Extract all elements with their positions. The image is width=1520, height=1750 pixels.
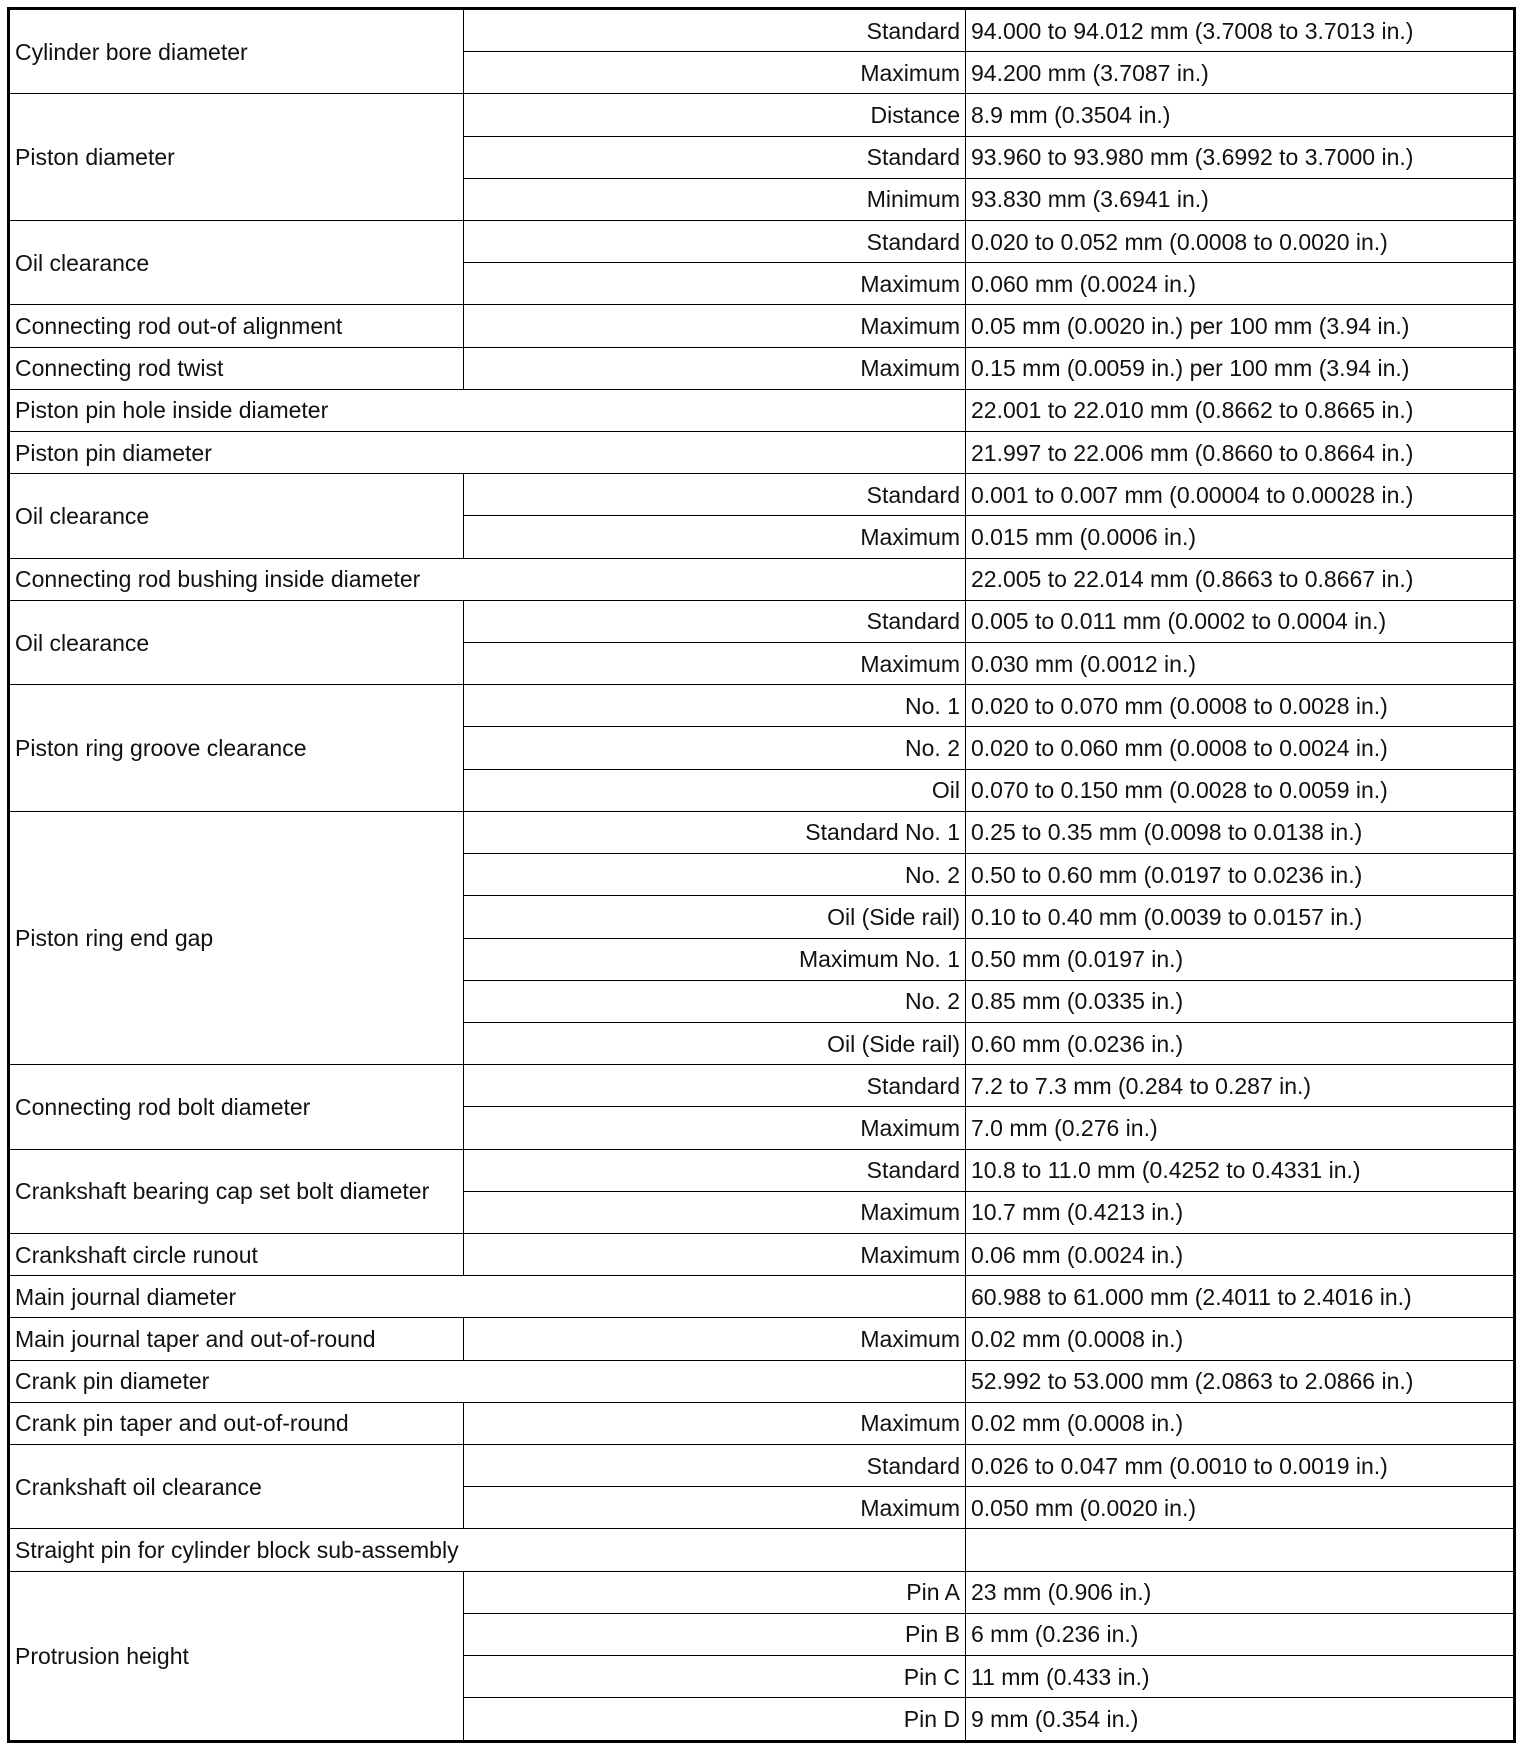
spec-sheet: [7, 7, 1513, 1743]
condition-cell: Standard: [464, 474, 966, 516]
condition-cell: Maximum: [464, 52, 966, 94]
condition-cell: Standard: [464, 221, 966, 263]
value-cell: 9 mm (0.354 in.): [966, 1698, 1515, 1742]
table-row: [9, 1318, 1515, 1360]
item-name-cell: Main journal taper and out-of-round: [9, 1318, 464, 1360]
specification-table-body: [9, 9, 1515, 1742]
condition-cell: Distance: [464, 94, 966, 136]
table-row: [9, 1402, 1515, 1444]
item-name-cell: Piston ring groove clearance: [9, 685, 464, 812]
table-row: [9, 474, 1515, 516]
value-cell: 0.020 to 0.052 mm (0.0008 to 0.0020 in.): [966, 221, 1515, 263]
condition-cell: Standard: [464, 1149, 966, 1191]
value-cell: 21.997 to 22.006 mm (0.8660 to 0.8664 in.): [966, 432, 1515, 474]
condition-cell: No. 2: [464, 727, 966, 769]
item-name-cell: Straight pin for cylinder block sub-assembly: [9, 1529, 966, 1571]
item-name-cell: Crank pin diameter: [9, 1360, 966, 1402]
table-row: [9, 305, 1515, 347]
table-row: [9, 1444, 1515, 1486]
condition-cell: Standard: [464, 1444, 966, 1486]
value-cell: 8.9 mm (0.3504 in.): [966, 94, 1515, 136]
item-name-cell: Connecting rod out-of alignment: [9, 305, 464, 347]
condition-cell: Minimum: [464, 178, 966, 220]
table-row: [9, 432, 1515, 474]
value-cell: 0.020 to 0.070 mm (0.0008 to 0.0028 in.): [966, 685, 1515, 727]
item-name-cell: Oil clearance: [9, 600, 464, 684]
value-cell: 52.992 to 53.000 mm (2.0863 to 2.0866 in.): [966, 1360, 1515, 1402]
item-name-cell: Connecting rod bushing inside diameter: [9, 558, 966, 600]
specification-table: [7, 7, 1516, 1743]
value-cell: 0.060 mm (0.0024 in.): [966, 263, 1515, 305]
condition-cell: No. 2: [464, 980, 966, 1022]
value-cell: 0.005 to 0.011 mm (0.0002 to 0.0004 in.): [966, 600, 1515, 642]
value-cell: 0.06 mm (0.0024 in.): [966, 1233, 1515, 1275]
item-name-cell: Oil clearance: [9, 474, 464, 558]
condition-cell: Oil (Side rail): [464, 896, 966, 938]
item-name-cell: Piston pin diameter: [9, 432, 966, 474]
condition-cell: Maximum: [464, 1318, 966, 1360]
value-cell: 0.02 mm (0.0008 in.): [966, 1402, 1515, 1444]
condition-cell: Maximum: [464, 1107, 966, 1149]
value-cell: 23 mm (0.906 in.): [966, 1571, 1515, 1613]
value-cell: 0.050 mm (0.0020 in.): [966, 1487, 1515, 1529]
condition-cell: Maximum No. 1: [464, 938, 966, 980]
value-cell: 0.030 mm (0.0012 in.): [966, 643, 1515, 685]
table-row: [9, 1360, 1515, 1402]
value-cell: 0.026 to 0.047 mm (0.0010 to 0.0019 in.): [966, 1444, 1515, 1486]
item-name-cell: Crankshaft circle runout: [9, 1233, 464, 1275]
value-cell: 7.0 mm (0.276 in.): [966, 1107, 1515, 1149]
value-cell: 0.85 mm (0.0335 in.): [966, 980, 1515, 1022]
value-cell: 60.988 to 61.000 mm (2.4011 to 2.4016 in.): [966, 1276, 1515, 1318]
condition-cell: Maximum: [464, 643, 966, 685]
item-name-cell: Piston diameter: [9, 94, 464, 221]
table-row: [9, 1233, 1515, 1275]
value-cell: 0.020 to 0.060 mm (0.0008 to 0.0024 in.): [966, 727, 1515, 769]
condition-cell: Maximum: [464, 1487, 966, 1529]
condition-cell: Oil (Side rail): [464, 1022, 966, 1064]
table-row: [9, 389, 1515, 431]
item-name-cell: Piston pin hole inside diameter: [9, 389, 966, 431]
condition-cell: Standard: [464, 600, 966, 642]
value-cell: 6 mm (0.236 in.): [966, 1613, 1515, 1655]
item-name-cell: Crankshaft bearing cap set bolt diameter: [9, 1149, 464, 1233]
condition-cell: Maximum: [464, 305, 966, 347]
value-cell: 0.50 mm (0.0197 in.): [966, 938, 1515, 980]
table-row: [9, 600, 1515, 642]
table-row: [9, 94, 1515, 136]
value-cell: 93.830 mm (3.6941 in.): [966, 178, 1515, 220]
condition-cell: Maximum: [464, 516, 966, 558]
value-cell: [966, 1529, 1515, 1571]
table-row: [9, 221, 1515, 263]
table-row: [9, 1529, 1515, 1571]
value-cell: 0.02 mm (0.0008 in.): [966, 1318, 1515, 1360]
condition-cell: No. 1: [464, 685, 966, 727]
condition-cell: Pin B: [464, 1613, 966, 1655]
table-row: [9, 685, 1515, 727]
item-name-cell: Connecting rod bolt diameter: [9, 1065, 464, 1149]
condition-cell: Maximum: [464, 1233, 966, 1275]
value-cell: 0.001 to 0.007 mm (0.00004 to 0.00028 in.): [966, 474, 1515, 516]
value-cell: 0.10 to 0.40 mm (0.0039 to 0.0157 in.): [966, 896, 1515, 938]
value-cell: 10.8 to 11.0 mm (0.4252 to 0.4331 in.): [966, 1149, 1515, 1191]
condition-cell: No. 2: [464, 854, 966, 896]
value-cell: 94.000 to 94.012 mm (3.7008 to 3.7013 in.): [966, 9, 1515, 52]
item-name-cell: Protrusion height: [9, 1571, 464, 1741]
condition-cell: Pin D: [464, 1698, 966, 1742]
value-cell: 0.15 mm (0.0059 in.) per 100 mm (3.94 in.): [966, 347, 1515, 389]
item-name-cell: Crankshaft oil clearance: [9, 1444, 464, 1528]
value-cell: 0.25 to 0.35 mm (0.0098 to 0.0138 in.): [966, 811, 1515, 853]
condition-cell: Oil: [464, 769, 966, 811]
value-cell: 22.001 to 22.010 mm (0.8662 to 0.8665 in.): [966, 389, 1515, 431]
condition-cell: Standard No. 1: [464, 811, 966, 853]
value-cell: 7.2 to 7.3 mm (0.284 to 0.287 in.): [966, 1065, 1515, 1107]
table-row: [9, 1149, 1515, 1191]
item-name-cell: Connecting rod twist: [9, 347, 464, 389]
value-cell: 0.05 mm (0.0020 in.) per 100 mm (3.94 in.): [966, 305, 1515, 347]
condition-cell: Maximum: [464, 263, 966, 305]
item-name-cell: Piston ring end gap: [9, 811, 464, 1064]
table-row: [9, 558, 1515, 600]
value-cell: 0.60 mm (0.0236 in.): [966, 1022, 1515, 1064]
value-cell: 93.960 to 93.980 mm (3.6992 to 3.7000 in.): [966, 136, 1515, 178]
table-row: [9, 811, 1515, 853]
value-cell: 0.50 to 0.60 mm (0.0197 to 0.0236 in.): [966, 854, 1515, 896]
item-name-cell: Main journal diameter: [9, 1276, 966, 1318]
condition-cell: Standard: [464, 136, 966, 178]
table-row: [9, 347, 1515, 389]
item-name-cell: Oil clearance: [9, 221, 464, 305]
table-row: [9, 1065, 1515, 1107]
condition-cell: Standard: [464, 1065, 966, 1107]
condition-cell: Maximum: [464, 347, 966, 389]
condition-cell: Maximum: [464, 1191, 966, 1233]
condition-cell: Maximum: [464, 1402, 966, 1444]
table-row: [9, 1571, 1515, 1613]
value-cell: 11 mm (0.433 in.): [966, 1655, 1515, 1697]
value-cell: 22.005 to 22.014 mm (0.8663 to 0.8667 in.): [966, 558, 1515, 600]
value-cell: 10.7 mm (0.4213 in.): [966, 1191, 1515, 1233]
condition-cell: Pin A: [464, 1571, 966, 1613]
table-row: [9, 9, 1515, 52]
item-name-cell: Crank pin taper and out-of-round: [9, 1402, 464, 1444]
item-name-cell: Cylinder bore diameter: [9, 9, 464, 94]
table-row: [9, 1276, 1515, 1318]
value-cell: 0.015 mm (0.0006 in.): [966, 516, 1515, 558]
condition-cell: Pin C: [464, 1655, 966, 1697]
condition-cell: Standard: [464, 9, 966, 52]
value-cell: 94.200 mm (3.7087 in.): [966, 52, 1515, 94]
value-cell: 0.070 to 0.150 mm (0.0028 to 0.0059 in.): [966, 769, 1515, 811]
